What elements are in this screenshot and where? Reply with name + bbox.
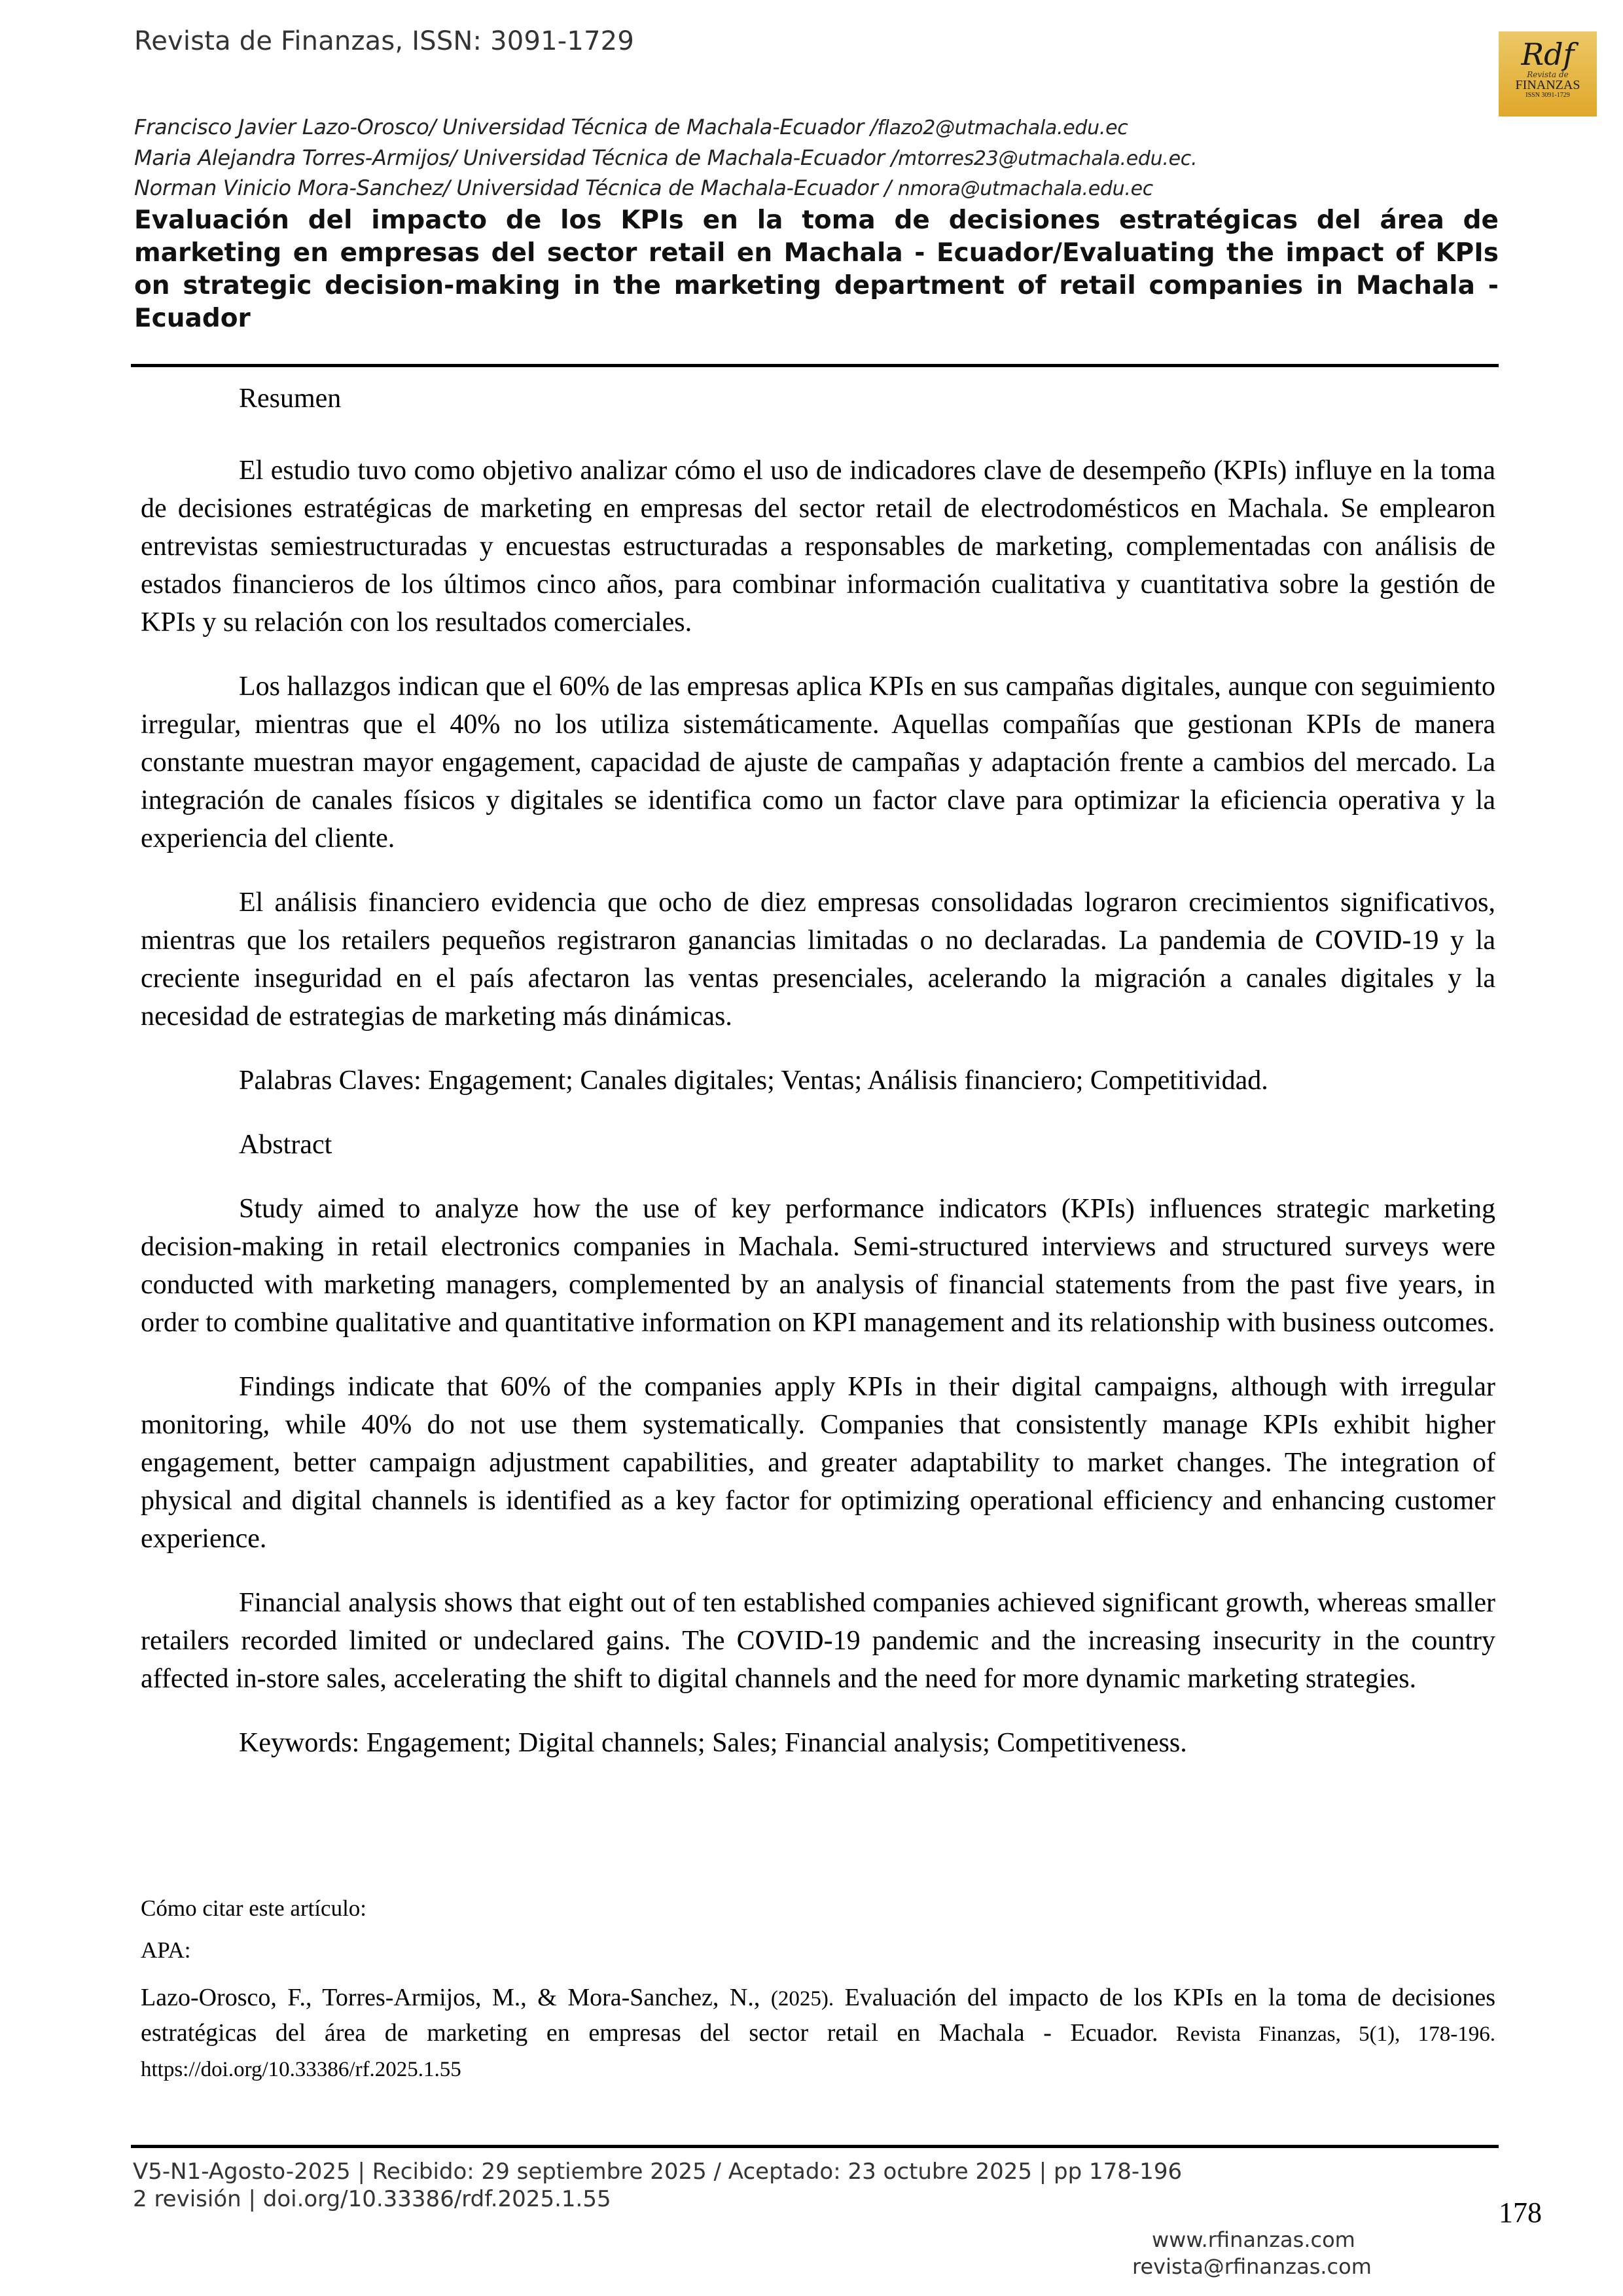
author-affiliation: Norman Vinicio Mora-Sanchez/ Universidad Técnica de Machala-Ecuador / xyxy=(134,175,898,200)
resumen-keywords: Palabras Claves: Engagement; Canales digitales; Ventas; Análisis financiero; Competitividad. xyxy=(239,1066,1268,1096)
author-line xyxy=(134,175,1153,200)
abstract-heading: Abstract xyxy=(239,1130,332,1160)
abstract-keywords: Keywords: Engagement; Digital channels; Sales; Financial analysis; Competitiveness. xyxy=(239,1728,1187,1758)
citation-block xyxy=(141,1892,1495,2087)
article-title: Evaluación del impacto de los KPIs en la toma de decisiones estratégicas del área de marketing en empresas del sector retail en Machala - Ecuador/Evaluating the impact of KPIs on strategic decision-making in the marketing department of retail companies in Machala - Ecuador xyxy=(134,206,1499,333)
abstract-paragraph: Financial analysis shows that eight out of ten established companies achieved significant growth, whereas smaller retailers recorded limited or undeclared gains. The COVID-19 pandemic and the increasing insecurity in the country affected in-store sales, accelerating the shift to digital channels and the need for more dynamic marketing strategies. xyxy=(141,1588,1495,1694)
resumen-paragraph: El análisis financiero evidencia que ocho de diez empresas consolidadas lograron crecimientos significativos, mientras que los retailers pequeños registraron ganancias limitadas o no declaradas. La pandemia de COVID-19 y la creciente inseguridad en el país afectaron las ventas presenciales, acelerando la migración a canales digitales y la necesidad de estrategias de marketing más dinámicas. xyxy=(141,888,1495,1031)
resumen-paragraph: Los hallazgos indican que el 60% de las empresas aplica KPIs en sus campañas digitales, aunque con seguimiento irregular, mientras que el 40% no los utiliza sistemáticamente. Aquellas compañías que gestionan KPIs de manera constante muestran mayor engagement, capacidad de ajuste de campañas y adaptación frente a cambios del mercado. La integración de canales físicos y digitales se identifica como un factor clave para optimizar la eficiencia operativa y la experiencia del cliente. xyxy=(141,672,1495,853)
citation-label: Cómo citar este artículo: xyxy=(141,1895,367,1921)
website-link[interactable]: www.rfinanzas.com xyxy=(1152,2227,1355,2252)
journal-logo xyxy=(1499,31,1597,117)
logo-monogram: Rdf xyxy=(1521,37,1575,72)
footer-divider xyxy=(131,2145,1499,2148)
author-line xyxy=(134,115,1128,139)
page-number: 178 xyxy=(1499,2197,1542,2229)
contact-email-link[interactable]: revista@rfinanzas.com xyxy=(1132,2254,1372,2279)
author-email-link[interactable]: flazo2@utmachala.edu.ec xyxy=(877,117,1128,139)
citation-source-link[interactable]: Revista Finanzas, 5(1), 178-196. https://doi.org/10.33386/rf.2025.1.55 xyxy=(141,2022,1496,2081)
logo-subtitle: Revista de xyxy=(1527,70,1569,79)
author-email-link[interactable]: mtorres23@utmachala.edu.ec. xyxy=(897,147,1198,170)
logo-name: FINANZAS xyxy=(1515,78,1580,92)
author-affiliation: Maria Alejandra Torres-Armijos/ Universidad Técnica de Machala-Ecuador / xyxy=(134,145,898,170)
footer-doi: 2 revisión | doi.org/10.33386/rdf.2025.1.55 xyxy=(133,2186,611,2212)
citation-reference xyxy=(141,1981,1495,2087)
footer-issue-info: V5-N1-Agosto-2025 | Recibido: 29 septiembre 2025 / Aceptado: 23 octubre 2025 | pp 178-196 xyxy=(133,2159,1183,2185)
citation-year: (2025). xyxy=(770,1987,834,2011)
citation-style: APA: xyxy=(141,1937,191,1963)
citation-title: Evaluación del impacto de los KPIs en la toma de decisiones estratégicas del área de marketing en empresas del sector retail en Machala - Ecuador. xyxy=(141,1984,1495,2047)
journal-header: Revista de Finanzas, ISSN: 3091-1729 xyxy=(134,26,634,56)
resumen-heading: Resumen xyxy=(239,384,342,414)
author-line xyxy=(134,145,1197,170)
header-divider xyxy=(131,364,1499,367)
citation-authors: Lazo-Orosco, F., Torres-Armijos, M., & Mora-Sanchez, N., xyxy=(141,1984,771,2011)
resumen-paragraph: El estudio tuvo como objetivo analizar cómo el uso de indicadores clave de desempeño (KPIs) influye en la toma de decisiones estratégicas de marketing en empresas del sector retail de electrodomésticos en Machala. Se emplearon entrevistas semiestructuradas y encuestas estructuradas a responsables de marketing, complementadas con análisis de estados financieros de los últimos cinco años, para combinar información cualitativa y cuantitativa sobre la gestión de KPIs y su relación con los resultados comerciales. xyxy=(141,456,1495,637)
abstract-paragraph: Study aimed to analyze how the use of key performance indicators (KPIs) influences strategic marketing decision-making in retail electronics companies in Machala. Semi-structured interviews and structured surveys were conducted with marketing managers, complemented by an analysis of financial statements from the past five years, in order to combine qualitative and quantitative information on KPI management and its relationship with business outcomes. xyxy=(141,1194,1495,1338)
author-email-link[interactable]: nmora@utmachala.edu.ec xyxy=(897,177,1153,200)
logo-issn: ISSN 3091-1729 xyxy=(1525,92,1570,99)
abstract-paragraph: Findings indicate that 60% of the companies apply KPIs in their digital campaigns, although with irregular monitoring, while 40% do not use them systematically. Companies that consistently manage KPIs exhibit higher engagement, better campaign adjustment capabilities, and greater adaptability to market changes. The integration of physical and digital channels is identified as a key factor for optimizing operational efficiency and enhancing customer experience. xyxy=(141,1372,1495,1554)
abstract-body xyxy=(141,380,1495,1762)
author-affiliation: Francisco Javier Lazo-Orosco/ Universidad Técnica de Machala-Ecuador / xyxy=(134,115,878,139)
